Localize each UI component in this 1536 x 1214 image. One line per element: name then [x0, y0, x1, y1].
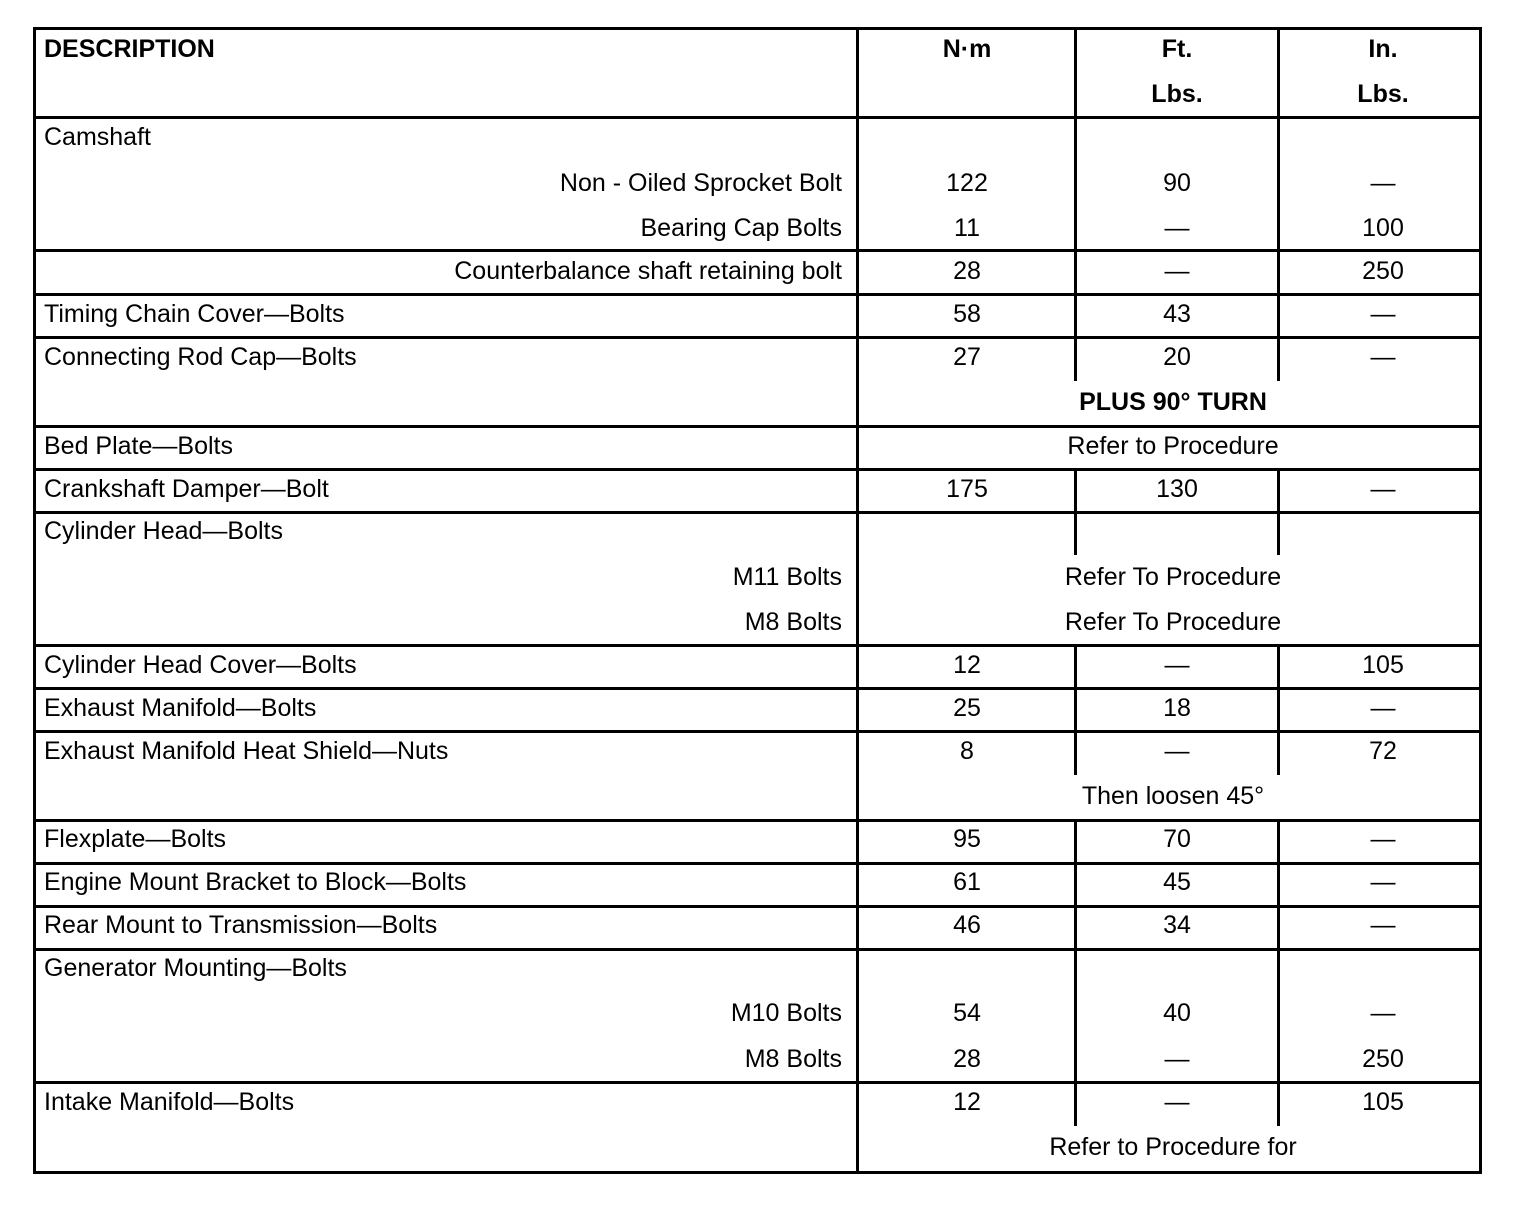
column-divider [1074, 249, 1077, 293]
ft-lbs-value: — [1164, 214, 1190, 242]
nm-value: 28 [953, 1045, 981, 1073]
in-lbs-value: — [1370, 825, 1396, 853]
column-divider [1074, 819, 1077, 862]
row-divider [33, 249, 1482, 252]
in-lbs-value: — [1370, 999, 1396, 1027]
ft-lbs-value: 130 [1156, 475, 1198, 503]
in-lbs-value: 105 [1362, 1088, 1404, 1116]
column-divider [1277, 1081, 1280, 1126]
row-label: Cylinder Head—Bolts [44, 517, 283, 545]
row-label: Bed Plate—Bolts [44, 432, 233, 460]
ft-lbs-value: — [1164, 737, 1190, 765]
column-divider [1074, 293, 1077, 336]
row-label: Engine Mount Bracket to Block—Bolts [44, 868, 467, 896]
row-label: Generator Mounting—Bolts [44, 954, 347, 982]
nm-value: 61 [953, 868, 981, 896]
column-divider [1277, 644, 1280, 687]
nm-value: 46 [953, 911, 981, 939]
ft-lbs-value: 34 [1163, 911, 1191, 939]
column-divider [1277, 862, 1280, 905]
row-label: Connecting Rod Cap—Bolts [44, 343, 357, 371]
ft-lbs-value: 43 [1163, 300, 1191, 328]
column-divider [1277, 249, 1280, 293]
ft-lbs-value: — [1164, 651, 1190, 679]
ft-lbs-value: — [1164, 1088, 1190, 1116]
ft-lbs-value: — [1164, 1045, 1190, 1073]
row-label: M8 Bolts [744, 608, 842, 636]
row-label: M8 Bolts [744, 1045, 842, 1073]
torque-note: Refer To Procedure [1064, 563, 1282, 591]
in-lbs-value: — [1370, 343, 1396, 371]
row-label: Crankshaft Damper—Bolt [44, 475, 329, 503]
row-divider [33, 687, 1482, 690]
column-divider [1277, 687, 1280, 730]
column-divider [1074, 27, 1077, 116]
row-label: Camshaft [44, 123, 151, 151]
nm-value: 11 [954, 214, 980, 242]
torque-note: Then loosen 45° [1081, 782, 1265, 810]
row-label: Exhaust Manifold—Bolts [44, 694, 317, 722]
row-label: Exhaust Manifold Heat Shield—Nuts [44, 737, 449, 765]
ft-lbs-value: 90 [1163, 169, 1191, 197]
nm-value: 122 [946, 169, 988, 197]
column-divider [1277, 27, 1280, 116]
column-divider [1277, 511, 1280, 555]
ft-lbs-value: 18 [1163, 694, 1191, 722]
in-lbs-value: — [1370, 475, 1396, 503]
column-divider [1074, 116, 1077, 249]
in-lbs-value: — [1370, 868, 1396, 896]
nm-value: 27 [953, 343, 981, 371]
in-lbs-value: 250 [1362, 1045, 1404, 1073]
column-divider [1074, 948, 1077, 1081]
in-lbs-value: 105 [1362, 651, 1404, 679]
column-divider [1277, 293, 1280, 336]
ft-lbs-value: 20 [1163, 343, 1191, 371]
torque-note: Refer To Procedure [1064, 608, 1282, 636]
in-lbs-value: — [1370, 300, 1396, 328]
column-divider [1277, 336, 1280, 381]
row-label: Counterbalance shaft retaining bolt [454, 257, 842, 285]
header-description: DESCRIPTION [44, 35, 215, 63]
row-divider [33, 336, 1482, 339]
row-divider [33, 468, 1482, 471]
row-divider [33, 425, 1482, 428]
row-divider [33, 511, 1482, 514]
row-label: Intake Manifold—Bolts [44, 1088, 295, 1116]
column-divider [1074, 730, 1077, 775]
column-divider [1074, 644, 1077, 687]
header-nm: N·m [942, 35, 992, 63]
in-lbs-value: 250 [1362, 257, 1404, 285]
column-divider [1074, 511, 1077, 555]
row-divider [33, 905, 1482, 908]
in-lbs-value: — [1370, 169, 1396, 197]
row-label: Rear Mount to Transmission—Bolts [44, 911, 438, 939]
in-lbs-value: 72 [1369, 737, 1397, 765]
row-label: M10 Bolts [730, 999, 842, 1027]
row-label: Cylinder Head Cover—Bolts [44, 651, 357, 679]
row-divider [33, 116, 1482, 119]
row-label: M11 Bolts [732, 563, 842, 591]
row-divider [33, 948, 1482, 951]
column-divider [856, 27, 859, 1174]
nm-value: 95 [953, 825, 981, 853]
nm-value: 58 [953, 300, 981, 328]
column-divider [1074, 336, 1077, 381]
column-divider [1277, 948, 1280, 1081]
header-in-line2: Lbs. [1357, 80, 1409, 108]
column-divider [1277, 116, 1280, 249]
row-divider [33, 644, 1482, 647]
torque-note: Refer to Procedure [1067, 432, 1279, 460]
torque-note: PLUS 90° TURN [1079, 388, 1267, 416]
column-divider [1074, 687, 1077, 730]
ft-lbs-value: 45 [1163, 868, 1191, 896]
row-divider [33, 730, 1482, 733]
nm-value: 8 [960, 737, 974, 765]
row-label: Bearing Cap Bolts [640, 214, 842, 242]
nm-value: 28 [953, 257, 981, 285]
column-divider [1074, 905, 1077, 948]
header-ft-line1: Ft. [1161, 35, 1193, 63]
column-divider [1277, 905, 1280, 948]
row-label: Flexplate—Bolts [44, 825, 227, 853]
column-divider [1277, 468, 1280, 511]
row-label: Timing Chain Cover—Bolts [44, 300, 345, 328]
torque-note: Refer to Procedure for [1049, 1133, 1297, 1161]
nm-value: 54 [953, 999, 981, 1027]
ft-lbs-value: — [1164, 257, 1190, 285]
torque-specification-table [33, 27, 1482, 1174]
in-lbs-value: — [1370, 694, 1396, 722]
header-in-line1: In. [1368, 35, 1398, 63]
column-divider [1277, 730, 1280, 775]
row-label: Non - Oiled Sprocket Bolt [559, 169, 842, 197]
row-divider [33, 819, 1482, 822]
row-divider [33, 862, 1482, 865]
in-lbs-value: 100 [1362, 214, 1404, 242]
nm-value: 12 [953, 1088, 981, 1116]
nm-value: 25 [953, 694, 981, 722]
column-divider [1074, 862, 1077, 905]
column-divider [1074, 468, 1077, 511]
row-divider [33, 293, 1482, 296]
header-ft-line2: Lbs. [1151, 80, 1203, 108]
column-divider [1277, 819, 1280, 862]
in-lbs-value: — [1370, 911, 1396, 939]
row-divider [33, 1081, 1482, 1084]
ft-lbs-value: 70 [1163, 825, 1191, 853]
ft-lbs-value: 40 [1163, 999, 1191, 1027]
column-divider [1074, 1081, 1077, 1126]
nm-value: 175 [946, 475, 988, 503]
nm-value: 12 [953, 651, 981, 679]
